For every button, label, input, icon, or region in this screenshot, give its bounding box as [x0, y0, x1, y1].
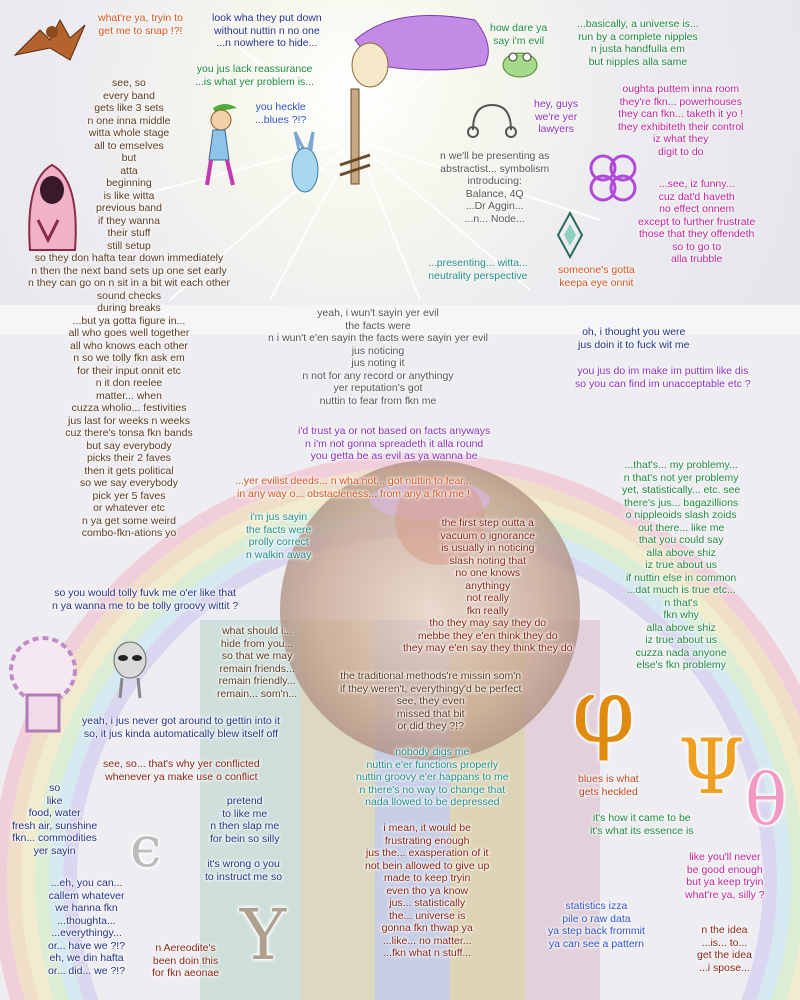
bat-figure	[10, 10, 90, 70]
wrong-caption: it's wrong o you to instruct me so	[205, 858, 283, 883]
universe-caption: ...basically, a universe is... run by a complete nipples n justa handfulla em but nipples alla same	[577, 18, 699, 68]
puttim-caption: you jus do im make im puttim like dis so you can find im unacceptable etc ?	[575, 365, 751, 390]
keep-eye-caption: someone's gotta keepa eye onnit	[558, 264, 635, 289]
balance-symbol	[465, 100, 520, 140]
phi-symbol: φ	[572, 659, 636, 764]
bat-caption: what're ya, tryin to get me to snap !?!	[98, 12, 183, 37]
dare-evil-caption: how dare ya say i'm evil	[490, 22, 548, 47]
bunny-figure	[285, 130, 325, 200]
epsilon-symbol: ϵ	[130, 815, 162, 880]
funny-caption: ...see, iz funny... cuz dat'd haveth no effect onnem except to further frustrate those that they offendeth so to go to alla trubble	[638, 178, 756, 265]
digs-caption: nobody digs me nuttin e'er functions properly nuttin groovy e'er happans to me n there's no way to change that nada llowed to be depressed	[356, 746, 509, 808]
like-food-caption: so like food, water fresh air, sunshine fkn... commodities yer sayin	[12, 782, 98, 857]
presenting-caption: n we'll be presenting as abstractist... symbolism introducing: Balance, 4Q ...Dr Aggin... ...n... Node...	[440, 150, 550, 225]
aereodite-caption: n Aereodite's been doin this for fkn aeonae	[152, 942, 220, 979]
pretend-caption: pretend to like me n then slap me for bein so silly	[210, 795, 280, 845]
blew-caption: yeah, i jus never got around to gettin into it so, it jus kinda automatically blew itself off	[82, 715, 280, 740]
fuvk-caption: so you would tolly fuvk me o'er like that n ya wanna me to be tolly groovy wittit ?	[52, 587, 239, 612]
frog-figure	[500, 45, 540, 80]
not-evil-caption: yeah, i wun't sayin yer evil the facts were n i wun't e'en sayin the facts were sayin yer evil jus noticing jus noting it n not for any record or anythingy yer reputation's got nuttin to fear from fkn me	[268, 307, 488, 407]
conflicted-caption: see, so... that's why yer conflicted whenever ya make use o conflict	[103, 758, 260, 783]
heckle-blues-caption: you heckle ...blues ?!?	[255, 101, 307, 126]
hide-caption: what should i... hide from you... so that we may remain friends... remain friendly... remain... som'n...	[217, 625, 298, 700]
statistics-caption: statistics izza pile o raw data ya step back frommit ya can see a pattern	[548, 900, 645, 950]
room-caption: oughta puttem inna room they're fkn... powerhouses they can fkn... taketh it yo ! they exhibiteth their control iz what they digit to do	[618, 83, 744, 158]
blues-heckled-caption: blues is what gets heckled	[578, 773, 639, 798]
thought-were-caption: oh, i thought you were jus doin it to fuck wit me	[578, 326, 690, 351]
theta-symbol: θ	[745, 759, 788, 841]
first-step-caption: the first step outta a vacuum o ignorance is usually in noticing slash noting that no one knows anythingy not really fkn really tho they may say they do mebbe they e'en think they do they may e'en say they think they do	[403, 517, 573, 654]
look-what-caption: look wha they put down without nuttin n no one ...n nowhere to hide...	[212, 12, 322, 49]
traditional-caption: the traditional methods're missin som'n if they weren't, everythingy'd be perfect see, they even missed that bit or did they ?!?	[340, 670, 522, 732]
upsilon-symbol: Y	[240, 894, 287, 976]
neutrality-caption: ...presenting... witta... neutrality perspective	[428, 257, 528, 282]
node-symbol	[555, 210, 585, 260]
problemy-caption: ...that's... my problemy... n that's not yer problemy yet, statistically... etc. see there's jus... bagazillions o nippleoids slash zoids out there... like me that you could say alla above shiz iz true about us if nuttin else in common ...dat much is true etc... n that's fkn why alla above shiz iz true about us cuzza nada anyone else's fkn problemy	[622, 459, 741, 671]
call-em-caption: ...eh, you can... callem whatever we hanna fkn ...thoughta... ...everythingy... or... have we ?!? eh, we din hafta or... did... we ?!?	[48, 877, 126, 977]
lawyers-caption: hey, guys we're yer lawyers	[534, 98, 579, 135]
the-idea-caption: n the idea ...is... to... get the idea ...i spose...	[697, 924, 752, 974]
lion-figure	[5, 625, 80, 735]
trust-caption: i'd trust ya or not based on facts anyways n i'm not gonna spreadeth it alla round you getta be as evil as ya wanna be	[298, 425, 491, 462]
facts-correct-caption: i'm jus sayin the facts were prolly correct n walkin away	[246, 511, 312, 561]
alien-figure	[110, 640, 150, 700]
reassurance-caption: you jus lack reassurance ...is what yer problem is...	[195, 63, 315, 88]
never-good-caption: like you'll never be good enough but ya keep tryin what're ya, silly ?	[685, 851, 765, 901]
essence-caption: it's how it came to be it's what its essence is	[590, 812, 694, 837]
frustrating-caption: i mean, it would be frustrating enough jus the... exasperation of it not bein allowed to give up made to keep tryin even tho ya know jus... statistically the... universe is gonna fkn thwap ya ...like... no matter... ...fkn what n stuff...	[365, 822, 490, 959]
evilist-caption: ...yer evilist deeds... n wha not... got nuttin to fear... in any way o... obstacleness... from any a fkn me !	[235, 475, 472, 500]
psi-symbol: Ψ	[678, 722, 745, 811]
band-caption: see, so every band gets like 3 sets n one inna middle witta whole stage all to emselves but atta beginning is like witta previous band if they wanna their stuff still setup so they don hafta tear down immediately n then the next band sets up one set early n they can go on n sit in a bit wit each other sound checks during breaks ...but ya gotta figure in... all who goes well together all who knows each other n so we tolly fkn ask em for their input onnit etc n it don reelee matter... when cuzza wholio... festivities jus last for weeks n weeks cuz there's tonsa fkn bands but say everybody picks their 2 faves then it gets political so we say everybody pick yer 5 faves or whatever etc n ya get some weird combo-fkn-ations yo	[28, 77, 230, 539]
